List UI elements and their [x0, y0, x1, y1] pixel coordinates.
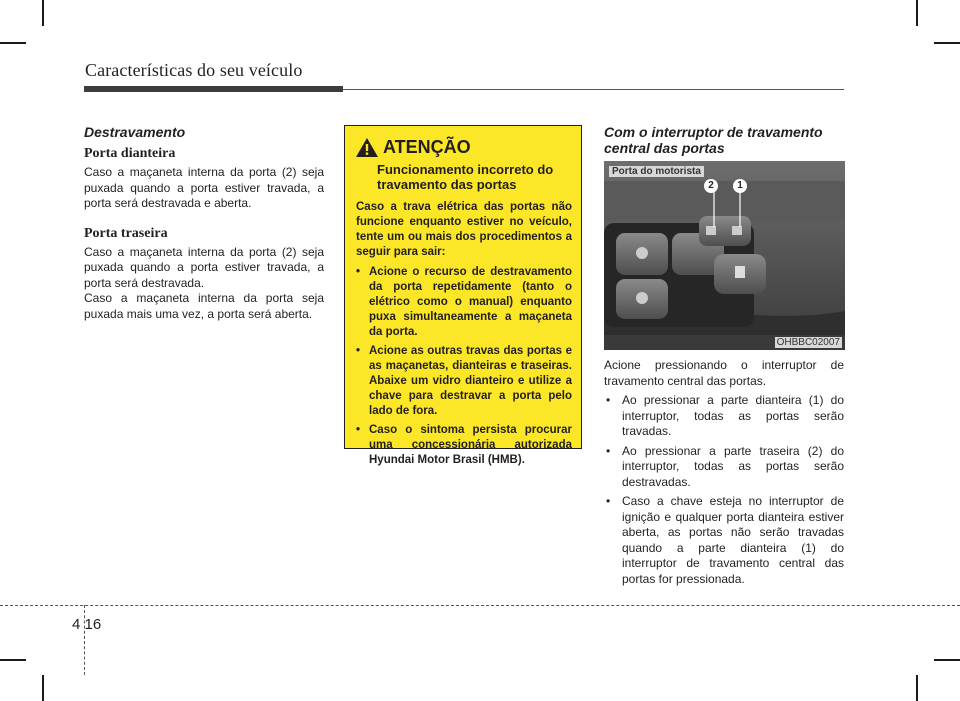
crop-mark	[0, 659, 26, 661]
warning-list-item: • Acione as outras travas das portas e as maçanetas, dianteiras e traseiras. Abaixe um vidro dianteiro e utilize a chave para destravar a porta pelo lado de fora.	[356, 344, 572, 419]
photo-label: Porta do motorista	[609, 166, 704, 177]
door-panel-illustration	[604, 161, 845, 350]
warning-subtitle: Funcionamento incorreto do travamento das portas	[377, 162, 554, 192]
callout-2: 2	[704, 179, 718, 193]
warning-list-item: • Caso o sintoma persista procurar uma concessionária autorizada Hyundai Motor Brasil (HMB).	[356, 423, 572, 468]
subheading-front-door: Porta dianteira	[84, 146, 176, 161]
crop-mark	[934, 659, 960, 661]
warning-title: ATENÇÃO	[383, 137, 471, 157]
warning-triangle-icon	[356, 138, 378, 157]
central-lock-list-item: • Ao pressionar a parte dianteira (1) do interruptor, todas as portas serão travadas.	[604, 393, 844, 440]
page-header-title: Características do seu veículo	[85, 60, 303, 80]
crop-mark	[934, 42, 960, 44]
crop-mark	[0, 42, 26, 44]
crop-mark	[42, 0, 44, 26]
crop-mark	[42, 675, 44, 701]
right-column-text	[604, 358, 844, 587]
warning-intro: Caso a trava elétrica das portas não funcione enquanto estiver no veículo, tente um ou mais dos procedimentos a seguir para sair:	[356, 201, 572, 258]
callout-1: 1	[733, 179, 747, 193]
crop-mark	[916, 0, 918, 26]
section-title-central-lock: Com o interruptor de travamento central das portas	[604, 124, 823, 156]
header-rule-thin	[343, 89, 844, 90]
central-lock-intro: Acione pressionando o interruptor de travamento central das portas.	[604, 358, 844, 388]
footer-dashed-rule	[0, 605, 960, 606]
rear-door-text-1: Caso a maçaneta interna da porta (2) seja puxada quando a porta estiver travada, a porta será destravada.	[84, 244, 324, 290]
page-number: 4 16	[72, 616, 102, 633]
header-rule-thick	[84, 86, 343, 92]
warning-box	[344, 125, 582, 466]
warning-header	[356, 137, 572, 158]
warning-content	[356, 137, 572, 468]
warning-list-item: • Acione o recurso de destravamento da porta repetidamente (tanto o elétrico como o manual) enquanto puxa simultaneamente a maçaneta da porta.	[356, 265, 572, 340]
door-switch-photo	[604, 161, 845, 350]
central-lock-list-item: • Caso a chave esteja no interruptor de ignição e qualquer porta dianteira estiver aberta, as portas não serão travadas quando a parte dianteira (1) do interruptor de travamento central das portas for pressionada.	[604, 494, 844, 587]
photo-code: OHBBC02007	[776, 337, 840, 348]
front-door-text: Caso a maçaneta interna da porta (2) seja puxada quando a porta estiver travada, a porta será destravada e aberta.	[84, 165, 324, 210]
subheading-rear-door: Porta traseira	[84, 225, 168, 241]
section-title-destravamento: Destravamento	[84, 124, 186, 140]
left-column	[84, 124, 324, 322]
rear-door-text-2: Caso a maçaneta interna da porta seja puxada mais uma vez, a porta será aberta.	[84, 291, 324, 321]
central-lock-list-item: • Ao pressionar a parte traseira (2) do interruptor, todas as portas serão destravadas.	[604, 444, 844, 491]
crop-mark	[916, 675, 918, 701]
